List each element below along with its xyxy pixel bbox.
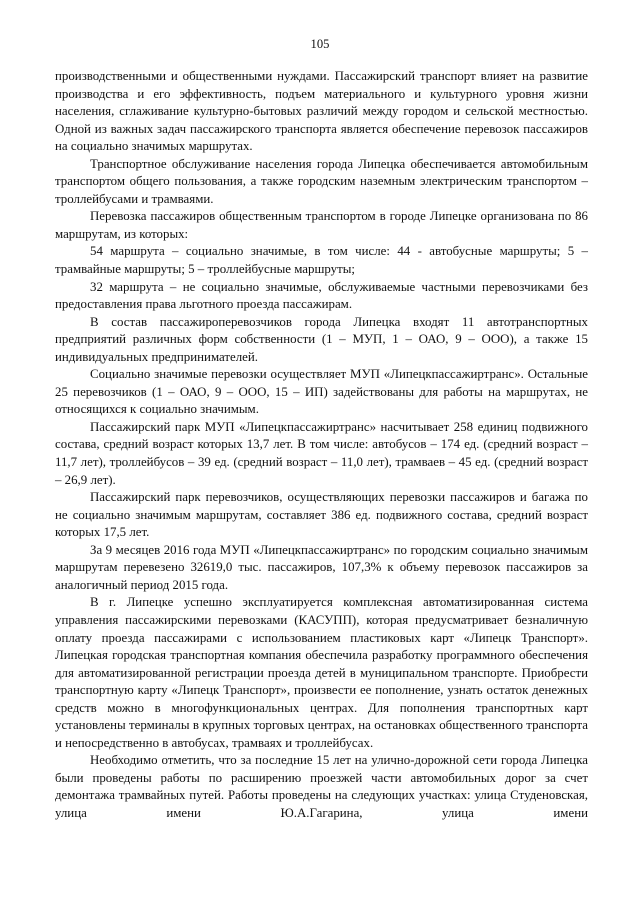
paragraph-passengers-2016: За 9 месяцев 2016 года МУП «Липецкпассажиртранс» по городским социально значимым маршрутам перевезено 32619,0 тыс. пассажиров, 107,3% к объему перевозок пассажиров за аналогичный период 2015 года. <box>55 542 588 592</box>
page-number: 105 <box>310 37 330 51</box>
paragraph-road-works: Необходимо отметить, что за последние 15 лет на улично-дорожной сети города Липецка были проведены работы по расширению проезжей части автомобильных дорог за счет демонтажа трамвайных путей. Работы проведены на следующих участках: улица Студеновская, улица имени Ю.А.Гагарина, улица имени <box>55 753 588 820</box>
paragraph-private-routes: 32 маршрута – не социально значимые, обслуживаемые частными перевозчиками без предоставления права льготного проезда пассажирам. <box>55 279 588 312</box>
paragraph-private-fleet: Пассажирский парк перевозчиков, осуществляющих перевозки пассажиров и багажа по не социально значимым маршрутам, составляет 386 ед. подвижного состава, средний возраст которых 17,5 лет. <box>55 490 588 540</box>
paragraph-transport-service: Транспортное обслуживание населения города Липецка обеспечивается автомобильным транспортом общего пользования, а также городским наземным электрическим транспортом – троллейбусами и трамваями. <box>55 156 588 206</box>
body-text <box>55 68 588 823</box>
paragraph-carriers: В состав пассажироперевозчиков города Липецка входят 11 автотранспортных предприятий различных форм собственности (1 – МУП, 1 – ОАО, 9 – ООО), а также 15 индивидуальных предпринимателей. <box>55 314 588 364</box>
paragraph-social-routes: 54 маршрута – социально значимые, в том числе: 44 - автобусные маршруты; 5 – трамвайные маршруты; 5 – троллейбусные маршруты; <box>55 244 588 277</box>
paragraph-kasupp: В г. Липецке успешно эксплуатируется комплексная автоматизированная система управления пассажирскими перевозками (КАСУПП), которая предусматривает безналичную оплату проезда пассажирами с использованием пластиковых карт «Липецк Транспорт». Липецкая городская транспортная компания обеспечила разработку программного обеспечения для автоматизированной регистрации проезда детей в муниципальном транспорте. Приобрести транспортную карту «Липецк Транспорт», произвести ее пополнение, узнать остаток денежных средств можно в многофункциональных центрах. Для пополнения транспортных карт установлены терминалы в крупных торговых центрах, на остановках общественного транспорта и непосредственно в автобусах, трамваях и троллейбусах. <box>55 595 588 750</box>
paragraph-continuation: производственными и общественными нуждами. Пассажирский транспорт влияет на развитие производства и его эффективность, подъем материального и культурного уровня жизни населения, сглаживание культурно-бытовых различий между городом и сельской местностью. Одной из важных задач пассажирского транспорта является обеспечение перевозок пассажиров на социально значимых маршрутах. <box>55 69 588 154</box>
paragraph-routes-total: Перевозка пассажиров общественным транспортом в городе Липецке организована по 86 маршрутам, из которых: <box>55 209 588 241</box>
paragraph-mup-fleet: Пассажирский парк МУП «Липецкпассажиртранс» насчитывает 258 единиц подвижного состава, средний возраст которых 13,7 лет. В том числе: автобусов – 174 ед. (средний возраст – 11,7 лет), троллейбусов – 39 ед. (средний возраст – 11,0 лет), трамваев – 45 ед. (средний возраст – 26,9 лет). <box>55 419 588 487</box>
paragraph-social-carrier: Социально значимые перевозки осуществляет МУП «Липецкпассажиртранс». Остальные 25 перевозчиков (1 – ОАО, 9 – ООО, 15 – ИП) задействованы для работы на маршрутах, не относящихся к социально значимым. <box>55 367 588 417</box>
